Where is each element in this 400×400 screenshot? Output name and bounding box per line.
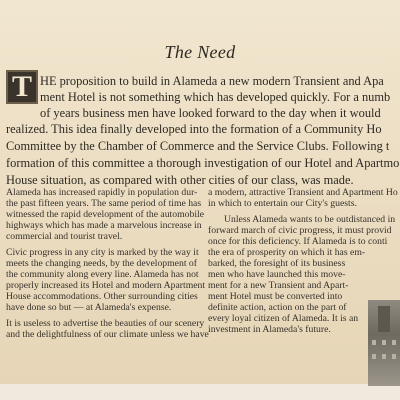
- right-column-line: ment Hotel must be converted into: [208, 291, 343, 302]
- right-column-line: Unless Alameda wants to be outdistanced in: [224, 214, 396, 225]
- intro-line-2: ment Hotel is not something which has developed quickly. For a numb: [40, 90, 391, 104]
- right-column-line: in which to entertain our City's guests.: [208, 198, 357, 209]
- right-column-line: a modern, attractive Transient and Apartment Ho: [208, 187, 398, 198]
- right-column-line: definite action, action on the part of: [208, 302, 347, 313]
- right-column-line: barked, the foresight of its business: [208, 258, 346, 269]
- intro-line-6: formation of this committee a thorough investigation of our Hotel and Apartmo: [6, 156, 400, 170]
- building-tower: [378, 306, 390, 332]
- building-window: [372, 340, 376, 345]
- right-column-line: ment for a new Transient and Apart-: [208, 280, 349, 291]
- right-column-line: forward march of civic progress, it must provid: [208, 225, 392, 236]
- left-column-line: the community along every line. Alameda has not: [6, 269, 199, 280]
- left-column-line: the past fifteen years. The same period of time has: [6, 198, 202, 209]
- building-window: [382, 354, 386, 359]
- right-column-line: every loyal citizen of Alameda. It is an: [208, 313, 359, 324]
- left-column-line: highways which has made a marvelous increase in: [6, 220, 202, 231]
- page-title: The Need: [164, 42, 236, 62]
- page-edge: [0, 384, 400, 400]
- right-column-line: once for this deficiency. If Alameda is to conti: [208, 236, 388, 247]
- right-column-line: the era of prosperity on which it has em-: [208, 247, 366, 258]
- building-window: [382, 340, 386, 345]
- intro-line-7: House situation, as compared with other cities of our class, was made.: [6, 173, 354, 187]
- left-column-line: Alameda has increased rapidly in population dur-: [6, 187, 198, 198]
- left-column-line: and the delightfulness of our climate unless we have: [6, 329, 209, 340]
- drop-cap-letter: T: [6, 70, 38, 104]
- intro-line-5: Committee by the Chamber of Commerce and the Service Clubs. Following t: [6, 139, 390, 153]
- left-column-line: properly increased its Hotel and modern Apartment: [6, 280, 206, 291]
- building-window: [392, 340, 396, 345]
- left-column-line: witnessed the rapid development of the automobile: [6, 209, 205, 220]
- right-column-line: men who have launched this move-: [208, 269, 346, 280]
- intro-line-4: realized. This idea finally developed into the formation of a Community Ho: [6, 122, 382, 136]
- building-window: [372, 354, 376, 359]
- building-photo: [368, 300, 400, 386]
- left-column-line: commercial and tourist travel.: [6, 231, 123, 242]
- left-column-line: Civic progress in any city is marked by the way it: [6, 247, 199, 258]
- left-column-line: It is useless to advertise the beauties of our scenery: [6, 318, 205, 329]
- building-window: [392, 354, 396, 359]
- left-column-line: House accommodations. Other surrounding cities: [6, 291, 198, 302]
- left-column-line: have done so but — at Alameda's expense.: [6, 302, 172, 313]
- intro-line-3: of years business men have looked forward to the day when it would: [40, 106, 381, 120]
- left-column-line: meets the changing needs, by the development of: [6, 258, 198, 269]
- intro-line-1: HE proposition to build in Alameda a new modern Transient and Apa: [40, 74, 384, 88]
- right-column-line: investment in Alameda's future.: [208, 324, 331, 335]
